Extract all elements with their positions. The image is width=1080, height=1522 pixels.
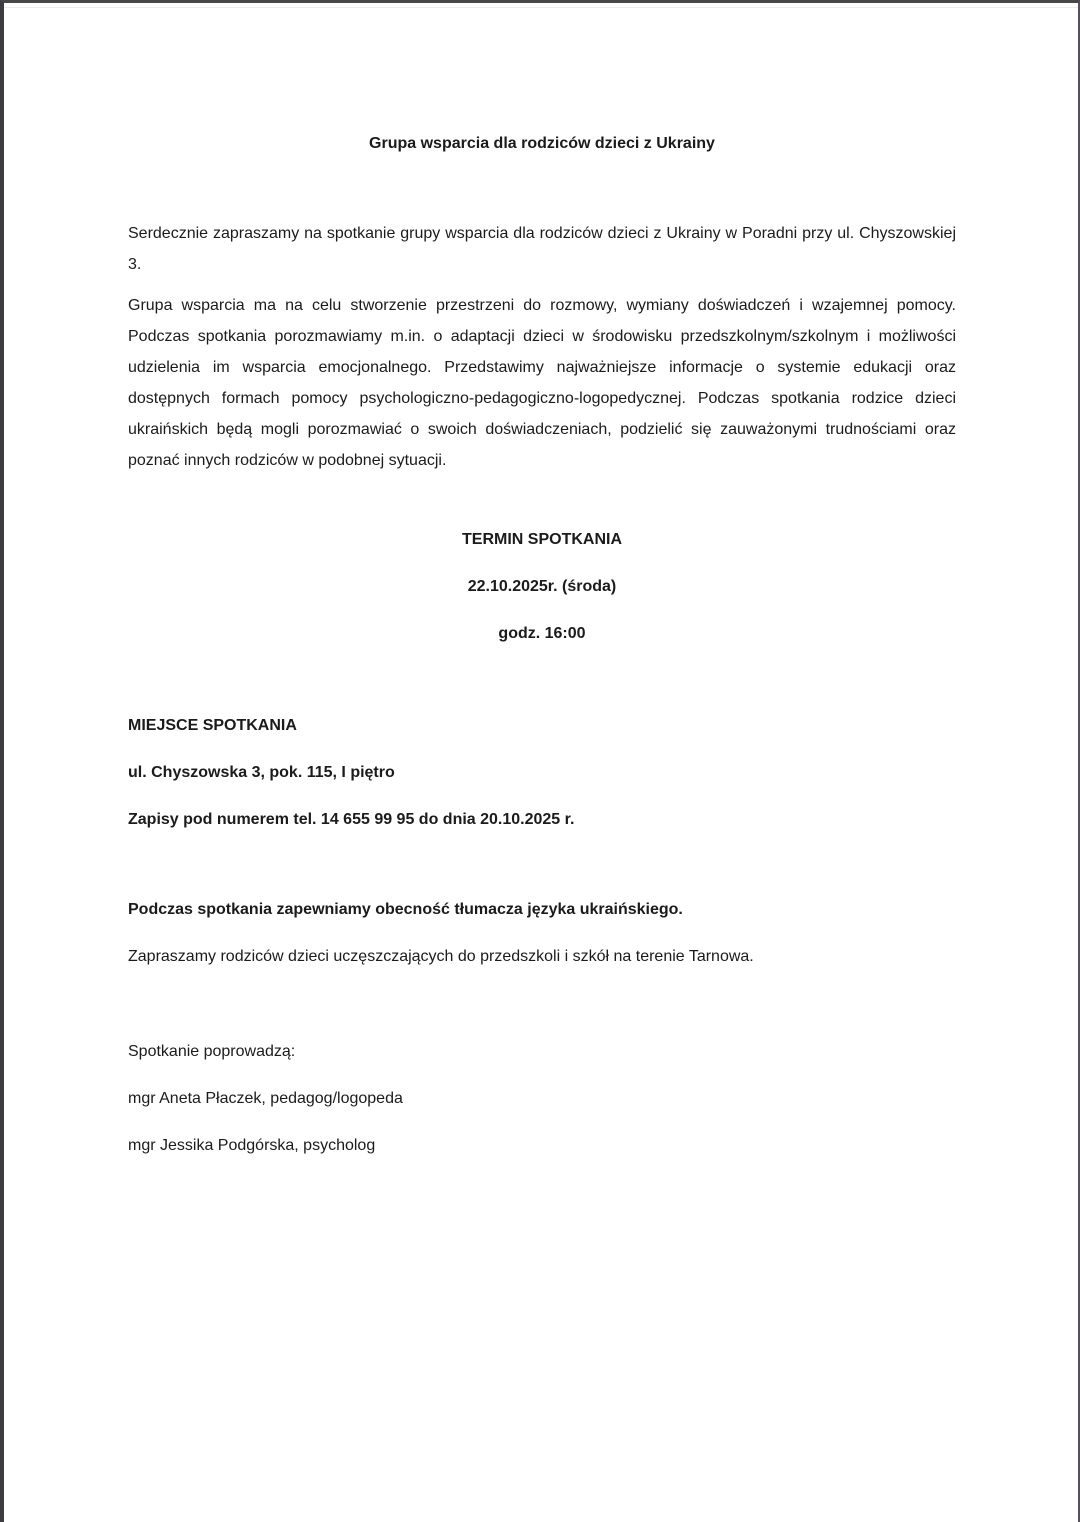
document-content — [4, 3, 1078, 1161]
page-top-rule — [4, 7, 1078, 8]
intro-paragraph: Serdecznie zapraszamy na spotkanie grupy wsparcia dla rodziców dzieci z Ukrainy w Poradni przy ul. Chyszowskiej 3. — [128, 225, 956, 273]
meeting-time-value: godz. 16:00 — [498, 625, 586, 642]
translator-note: Podczas spotkania zapewniamy obecność tłumacza języka ukraińskiego. — [128, 901, 683, 918]
invitation-note: Zapraszamy rodziców dzieci uczęszczających do przedszkoli i szkół na terenie Tarnowa. — [128, 948, 754, 965]
meeting-place-address: ul. Chyszowska 3, pok. 115, I piętro — [128, 764, 395, 781]
meeting-date-value: 22.10.2025r. (środa) — [467, 578, 617, 595]
document-title: Grupa wsparcia dla rodziców dzieci z Ukrainy — [369, 135, 715, 152]
hosts-intro: Spotkanie poprowadzą: — [128, 1043, 296, 1060]
meeting-place-heading: MIEJSCE SPOTKANIA — [128, 717, 297, 734]
meeting-date-heading: TERMIN SPOTKANIA — [462, 531, 622, 548]
host-1: mgr Aneta Płaczek, pedagog/logopeda — [128, 1090, 403, 1107]
description-paragraph: Grupa wsparcia ma na celu stworzenie przestrzeni do rozmowy, wymiany doświadczeń i wzajemnej pomocy. Podczas spotkania porozmawiamy m.in. o adaptacji dzieci w środowisku przedszkolnym/szkolnym i możliwości udzielenia im wsparcia emocjonalnego. Przedstawimy najważniejsze informacje o systemie edukacji oraz dostępnych formach pomocy psychologiczno-pedagogiczno-logopedycznej. Podczas spotkania rodzice dzieci ukraińskich będą mogli porozmawiać o swoich doświadczeniach, podzielić się zauważonymi trudnościami oraz poznać innych rodziców w podobnej sytuacji. — [128, 297, 956, 469]
host-2: mgr Jessika Podgórska, psycholog — [128, 1137, 376, 1154]
registration-info: Zapisy pod numerem tel. 14 655 99 95 do dnia 20.10.2025 r. — [128, 811, 575, 828]
